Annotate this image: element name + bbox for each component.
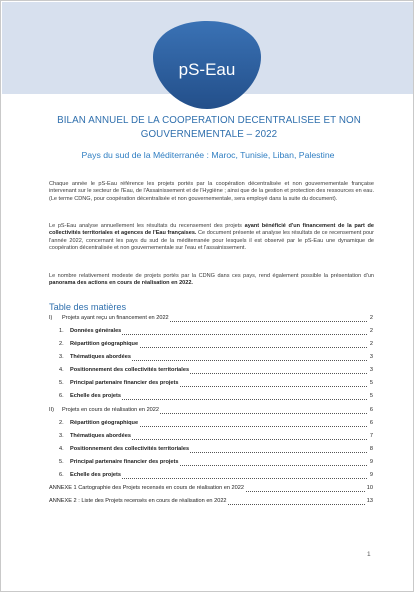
toc-entry-number: 6. — [59, 472, 64, 478]
toc-entry[interactable] — [49, 341, 373, 350]
toc-entry-number: I) — [49, 315, 53, 321]
toc-entry-number: 1. — [59, 328, 64, 334]
intro-paragraph-1: Chaque année le pS-Eau référence les projets portés par la coopération décentralisée et non gouvernementale française intervenant sur le secteur de l'Eau, de l'Assainissement et de l'Hygiène ; ainsi que de la gestion et protection des ressources en eau. (Le terme CDNG, pour coopération décentralisée et non gouvernementale, sera employé dans la suite du document). — [49, 181, 374, 202]
toc-entry-label: Projets ayant reçu un financement en 2022 — [62, 315, 169, 321]
toc-entry[interactable] — [49, 446, 373, 455]
toc-entry-page: 2 — [369, 315, 373, 321]
toc-entry-page: 6 — [369, 407, 373, 413]
toc-entry[interactable] — [49, 407, 373, 416]
toc-entry[interactable] — [49, 485, 373, 494]
toc-entry-label: Données générales — [70, 328, 122, 334]
toc-entry-label: Positionnement des collectivités territoriales — [70, 367, 190, 373]
toc-entry-page: 5 — [369, 393, 373, 399]
toc-entry-label: ANNEXE 2 : Liste des Projets recensés en cours de réalisation en 2022 — [49, 498, 227, 504]
toc-entry[interactable] — [49, 367, 373, 376]
document-title: BILAN ANNUEL DE LA COOPERATION DECENTRALISEE ET NON GOUVERNEMENTALE – 2022 — [57, 115, 361, 140]
toc-entry-label: ANNEXE 1 Cartographie des Projets recensés en cours de réalisation en 2022 — [49, 485, 244, 491]
toc-entry-number: 4. — [59, 446, 64, 452]
intro-p2-start: Le pS-Eau analyse annuellement les résultats du recensement des projets — [49, 223, 245, 229]
toc-entry-page: 8 — [369, 446, 373, 452]
toc-entry-number: 3. — [59, 433, 64, 439]
document-subtitle: Pays du sud de la Méditerranée : Maroc, Tunisie, Liban, Palestine — [81, 150, 335, 160]
toc-entry-label: Projets en cours de réalisation en 2022 — [62, 407, 160, 413]
toc-entry-page: 10 — [366, 485, 373, 491]
toc-entry-page: 5 — [369, 380, 373, 386]
intro-paragraph-3 — [49, 273, 374, 288]
toc-entry[interactable] — [49, 354, 373, 363]
toc-entry[interactable] — [49, 472, 373, 481]
toc-entry[interactable] — [49, 433, 373, 442]
intro-p2-bold: ayant bénéficié d'un financement de la part de collectivités territoriales et agences de l'Eau françaises. — [49, 223, 375, 237]
toc-entry-page: 13 — [366, 498, 373, 504]
toc-entry-number: 2. — [59, 420, 64, 426]
logo-text: pS-Eau — [178, 60, 236, 79]
toc-entry-page: 2 — [369, 328, 373, 334]
toc-entry-page: 3 — [369, 354, 373, 360]
toc-entry-number: 6. — [59, 393, 64, 399]
intro-p2-end: Ce document présente et analyse les résultats de ce recensement pour l'année 2022, concernant les pays du sud de la méditerranée pour lesquels il est observé par le pS-Eau une dynamique de coopération décentralisée et non gouvernementale sur l'eau et l'assainissement. — [49, 230, 374, 251]
toc-entry-label: Répartition géographique — [70, 341, 139, 347]
toc-entry-page: 7 — [369, 433, 373, 439]
ps-eau-logo — [143, 19, 271, 111]
toc-entry[interactable] — [49, 393, 373, 402]
toc-entry-page: 2 — [369, 341, 373, 347]
toc-entry-page: 9 — [369, 472, 373, 478]
toc-entry-label: Principal partenaire financier des projets — [70, 459, 179, 465]
toc-entry-label: Positionnement des collectivités territoriales — [70, 446, 190, 452]
toc-entry[interactable] — [49, 380, 373, 389]
toc-entry-page: 6 — [369, 420, 373, 426]
intro-p3-bold: panorama des actions en cours de réalisation en 2022. — [49, 280, 193, 287]
toc-entry-label: Echelle des projets — [70, 393, 121, 399]
toc-entry-number: 2. — [59, 341, 64, 347]
intro-paragraph-2 — [49, 223, 374, 252]
toc-entry-label: Répartition géographique — [70, 420, 139, 426]
intro-p3-start: Le nombre relativement modeste de projets portés par la CDNG dans ces pays, rend également possible la présentation d'un — [49, 273, 374, 279]
toc-entry[interactable] — [49, 420, 373, 429]
toc-entry-number: 5. — [59, 380, 64, 386]
toc-entry-label: Thématiques abordées — [70, 354, 131, 360]
toc-entry-number: 5. — [59, 459, 64, 465]
toc-entry-label: Echelle des projets — [70, 472, 121, 478]
toc-entry-page: 9 — [369, 459, 373, 465]
toc-entry[interactable] — [49, 315, 373, 324]
toc-entry-label: Principal partenaire financier des projets — [70, 380, 179, 386]
toc-entry-number: 3. — [59, 354, 64, 360]
page-number: 1 — [367, 551, 371, 558]
toc-entry-page: 3 — [369, 367, 373, 373]
toc-entry-number: II) — [49, 407, 54, 413]
toc-entry[interactable] — [49, 498, 373, 507]
toc-entry-label: Thématiques abordées — [70, 433, 131, 439]
toc-entry[interactable] — [49, 459, 373, 468]
toc-heading: Table des matières — [49, 302, 127, 312]
toc-entry-number: 4. — [59, 367, 64, 373]
toc-entry[interactable] — [49, 328, 373, 337]
